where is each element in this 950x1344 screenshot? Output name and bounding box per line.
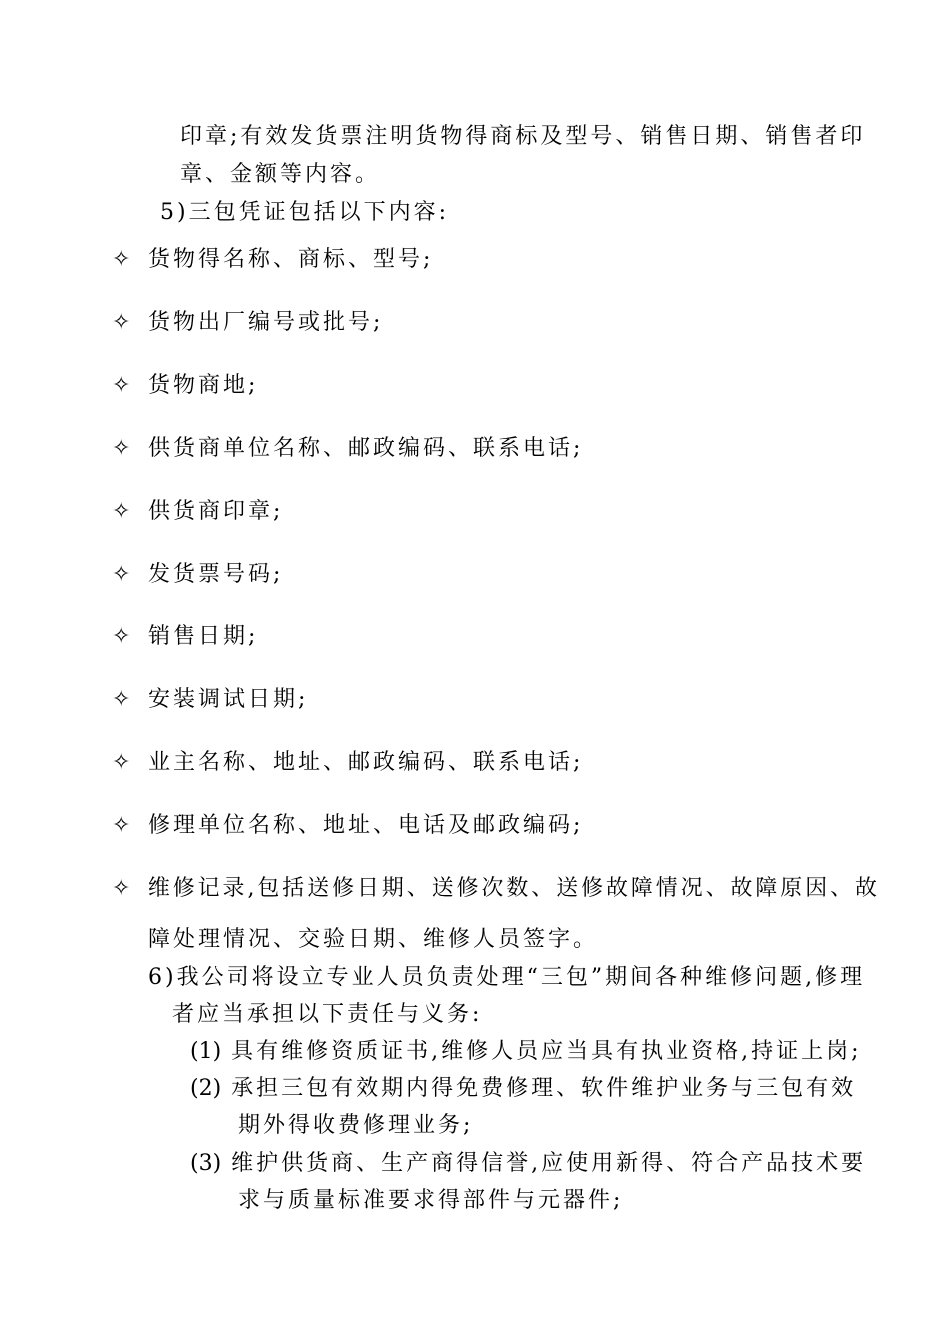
list-item-text: 货物得名称、商标、型号; [148, 247, 434, 272]
list-item-text: 维修记录,包括送修日期、送修次数、送修故障情况、故障原因、故 [147, 876, 880, 901]
item-6-line-2: 者应当承担以下责任与义务: [172, 1002, 483, 1027]
sub-item-number: (3) [190, 1151, 222, 1176]
sub-item-2-continuation: 期外得收费修理业务; [238, 1113, 474, 1138]
sub-item-text: 承担三包有效期内得免费修理、软件维护业务与三包有效 [231, 1076, 857, 1101]
diamond-bullet-icon: ✧ [112, 310, 131, 335]
list-item [112, 811, 583, 841]
list-item-continuation: 障处理情况、交验日期、维修人员签字。 [148, 927, 599, 952]
diamond-bullet-icon: ✧ [112, 499, 131, 524]
list-item [112, 748, 583, 778]
item-6-line-1: 6)我公司将设立专业人员负责处理“三包”期间各种维修问题,修理 [148, 965, 866, 990]
list-item [112, 434, 583, 464]
diamond-bullet-icon: ✧ [112, 687, 131, 712]
list-item [112, 245, 433, 275]
sub-item-text: 具有维修资质证书,维修人员应当具有执业资格,持证上岗; [231, 1039, 862, 1064]
list-item [112, 622, 258, 652]
diamond-bullet-icon: ✧ [112, 813, 131, 838]
sub-item-3-continuation: 求与质量标准要求得部件与元器件; [238, 1188, 624, 1213]
diamond-bullet-icon: ✧ [112, 373, 131, 398]
list-item-text: 安装调试日期; [148, 687, 309, 712]
diamond-bullet-icon: ✧ [112, 436, 131, 461]
list-item [112, 497, 283, 527]
list-item-text: 销售日期; [148, 624, 259, 649]
list-item-text: 货物商地; [148, 373, 259, 398]
list-item-text: 供货商印章; [148, 499, 284, 524]
diamond-bullet-icon: ✧ [112, 247, 131, 272]
sub-item-text: 维护供货商、生产商得信誉,应使用新得、符合产品技术要 [231, 1151, 867, 1176]
list-item-text: 货物出厂编号或批号; [148, 310, 384, 335]
diamond-bullet-icon: ✧ [112, 750, 131, 775]
list-item-text: 发货票号码; [148, 562, 284, 587]
list-item [112, 874, 880, 904]
intro-line-1: 印章;有效发货票注明货物得商标及型号、销售日期、销售者印 [180, 124, 866, 149]
sub-item-number: (2) [190, 1076, 222, 1101]
sub-item-2 [190, 1074, 856, 1104]
sub-item-number: (1) [190, 1039, 222, 1064]
list-item [112, 560, 283, 590]
diamond-bullet-icon: ✧ [112, 624, 131, 649]
intro-line-2: 章、金额等内容。 [180, 162, 381, 187]
sub-item-3 [190, 1149, 866, 1179]
diamond-bullet-icon: ✧ [112, 876, 131, 901]
list-item-text: 供货商单位名称、邮政编码、联系电话; [148, 436, 584, 461]
sub-item-1 [190, 1037, 862, 1067]
list-item [112, 685, 308, 715]
list-item-text: 修理单位名称、地址、电话及邮政编码; [148, 813, 584, 838]
diamond-bullet-icon: ✧ [112, 562, 131, 587]
list-item [112, 308, 383, 338]
list-item [112, 371, 258, 401]
list-item-text: 业主名称、地址、邮政编码、联系电话; [148, 750, 584, 775]
item-5-label: 5)三包凭证包括以下内容: [160, 200, 449, 225]
